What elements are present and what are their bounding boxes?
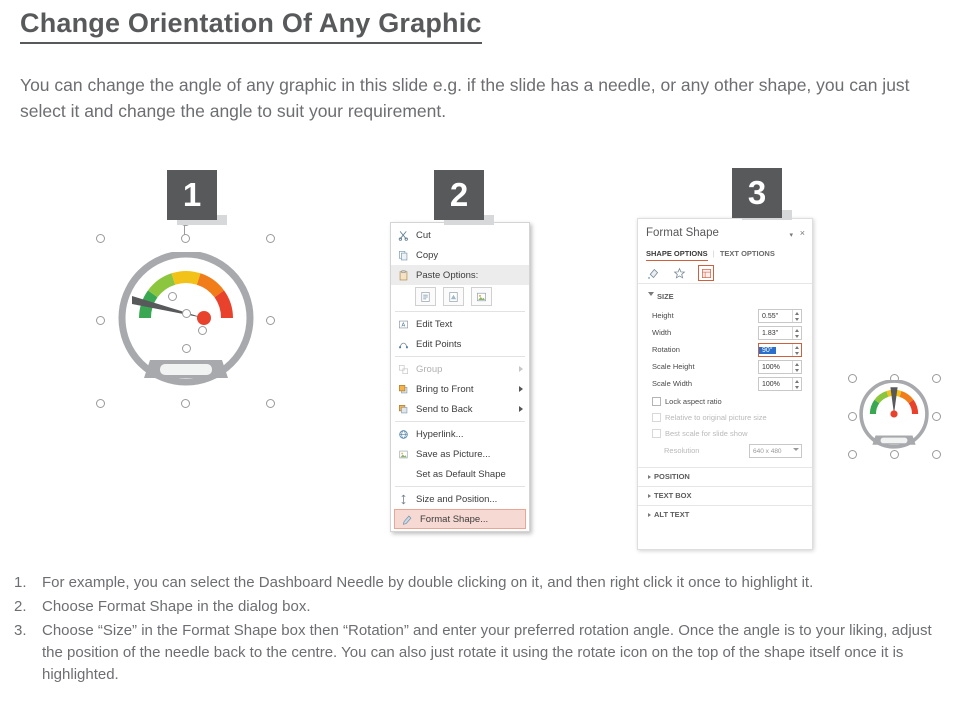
pane-title: Format Shape (646, 227, 719, 239)
needle-handle-2[interactable] (182, 309, 191, 318)
field-label: Height (652, 311, 674, 320)
resolution-select[interactable] (749, 444, 802, 458)
field-width[interactable] (652, 326, 802, 339)
menu-item-send-to-back[interactable] (391, 399, 529, 419)
resize-handle-mr[interactable] (932, 412, 941, 421)
field-value: 1.83" (762, 329, 779, 337)
chevron-right-icon (519, 406, 523, 412)
gauge-graphic-step1[interactable] (116, 252, 256, 397)
pane-options-dropdown[interactable]: ▾ (789, 232, 793, 239)
list-item (14, 620, 944, 686)
field-label: Width (652, 328, 672, 337)
resize-handle-bl[interactable] (96, 399, 105, 408)
group-label: SIZE (657, 292, 674, 301)
height-stepper[interactable] (758, 309, 802, 323)
gauge-svg-small (856, 380, 932, 452)
group-header-size[interactable] (648, 292, 674, 301)
list-number: 1. (14, 574, 27, 591)
resize-handle-tc[interactable] (181, 234, 190, 243)
chevron-right-icon (519, 386, 523, 392)
menu-separator (395, 356, 525, 357)
resize-handle-tr[interactable] (932, 374, 941, 383)
svg-text:A: A (400, 322, 405, 329)
needle-handle-1[interactable] (168, 292, 177, 301)
menu-item-paste-options[interactable] (391, 265, 529, 285)
no-icon (395, 467, 411, 481)
resize-handle-br[interactable] (266, 399, 275, 408)
tab-shape-options[interactable]: SHAPE OPTIONS (646, 249, 708, 261)
list-text: Choose “Size” in the Format Shape box then “Rotation” and enter your preferred rotation angle. Once the angle is to your liking, adjust the position of the needle back to the centre. You can also just rotate it using the rotate icon on the top of the shape itself once it is highlighted. (42, 622, 932, 683)
list-text: Choose Format Shape in the dialog box. (42, 598, 311, 615)
menu-label: Bring to Front (416, 383, 474, 395)
pane-divider (638, 467, 812, 468)
stepper-buttons[interactable] (792, 344, 801, 356)
resize-handle-tl[interactable] (96, 234, 105, 243)
step-badge-2: 2 (434, 170, 484, 220)
paste-keep-formatting-icon[interactable] (415, 287, 436, 306)
menu-item-set-default-shape[interactable] (391, 464, 529, 484)
chevron-right-icon (648, 513, 651, 517)
list-text: For example, you can select the Dashboard Needle by double clicking on it, and then right click it once to highlight it. (42, 574, 814, 591)
pane-divider (638, 283, 812, 284)
checkbox-icon (652, 429, 661, 438)
scale-height-stepper[interactable] (758, 360, 802, 374)
stepper-buttons[interactable] (792, 310, 801, 322)
stepper-buttons[interactable] (792, 361, 801, 373)
close-icon[interactable]: × (799, 228, 805, 238)
menu-item-format-shape[interactable] (394, 509, 526, 529)
format-shape-pane[interactable] (637, 218, 813, 550)
select-value: 640 x 480 (753, 447, 782, 455)
step-badge-1: 1 (167, 170, 217, 220)
resize-handle-tr[interactable] (266, 234, 275, 243)
paste-destination-theme-icon[interactable] (443, 287, 464, 306)
size-position-icon (395, 492, 411, 506)
checkbox-best-scale-slideshow (652, 429, 748, 438)
checkbox-relative-original-size (652, 413, 767, 422)
field-label: Scale Height (652, 362, 695, 371)
tab-divider: | (712, 249, 715, 258)
field-scale-width[interactable] (652, 377, 802, 390)
context-menu[interactable] (390, 222, 530, 532)
pane-divider (638, 505, 812, 506)
menu-item-cut[interactable] (391, 225, 529, 245)
menu-label: Send to Back (416, 403, 473, 415)
menu-separator (395, 311, 525, 312)
format-shape-icon (399, 512, 415, 526)
field-resolution (664, 446, 699, 455)
menu-label: Cut (416, 229, 431, 241)
fill-line-icon[interactable] (646, 266, 660, 280)
pane-tabs[interactable] (646, 249, 775, 258)
menu-label: Format Shape... (420, 513, 489, 525)
send-back-icon (395, 402, 411, 416)
checkbox-label: Lock aspect ratio (665, 397, 722, 406)
menu-item-group (391, 359, 529, 379)
resize-handle-br[interactable] (932, 450, 941, 459)
group-icon (395, 362, 411, 376)
needle-handle-4[interactable] (182, 344, 191, 353)
menu-label: Set as Default Shape (416, 468, 506, 480)
list-item (14, 596, 944, 618)
stepper-buttons[interactable] (792, 378, 801, 390)
effects-icon[interactable] (672, 266, 686, 280)
steps-list (14, 572, 944, 688)
group-header-text-box[interactable] (648, 491, 692, 500)
field-height[interactable] (652, 309, 802, 322)
menu-item-edit-text[interactable] (391, 314, 529, 334)
menu-label: Copy (416, 249, 439, 261)
menu-item-size-and-position[interactable] (391, 489, 529, 509)
field-label: Resolution (664, 446, 700, 455)
resize-handle-bc[interactable] (181, 399, 190, 408)
gauge-graphic-step3[interactable] (856, 380, 932, 457)
chevron-down-icon (648, 292, 654, 298)
edit-text-icon (395, 317, 411, 331)
scale-width-stepper[interactable] (758, 377, 802, 391)
clipboard-icon (395, 268, 411, 282)
resize-handle-ml[interactable] (96, 316, 105, 325)
paste-options-row[interactable] (391, 285, 529, 309)
resize-handle-mr[interactable] (266, 316, 275, 325)
group-header-position[interactable] (648, 472, 690, 481)
field-scale-height[interactable] (652, 360, 802, 373)
pane-divider (638, 486, 812, 487)
field-value: 90° (759, 347, 776, 354)
menu-label: Hyperlink... (416, 428, 464, 440)
field-label: Rotation (652, 345, 680, 354)
page-subtitle: You can change the angle of any graphic in this slide e.g. if the slide has a needle, or any other shape, you can just select it and change the angle to suit your requirement. (20, 75, 910, 121)
group-label: TEXT BOX (654, 491, 692, 500)
menu-label: Save as Picture... (416, 448, 491, 460)
group-label: POSITION (654, 472, 690, 481)
chevron-right-icon (648, 475, 651, 479)
tab-text-options[interactable]: TEXT OPTIONS (719, 249, 775, 258)
bring-front-icon (395, 382, 411, 396)
size-properties-icon[interactable] (698, 265, 714, 281)
menu-separator (395, 486, 525, 487)
menu-label: Size and Position... (416, 493, 498, 505)
paste-picture-icon[interactable] (471, 287, 492, 306)
scissors-icon (395, 228, 411, 242)
checkbox-icon[interactable] (652, 397, 661, 406)
menu-item-hyperlink[interactable] (391, 424, 529, 444)
menu-separator (395, 421, 525, 422)
field-rotation[interactable] (652, 343, 802, 356)
field-value: 100% (762, 363, 780, 371)
field-value: 0.55" (762, 312, 779, 320)
field-value: 100% (762, 380, 780, 388)
group-label: ALT TEXT (654, 510, 690, 519)
width-stepper[interactable] (758, 326, 802, 340)
field-label: Scale Width (652, 379, 693, 388)
page-title: Change Orientation Of Any Graphic (20, 8, 482, 44)
menu-item-save-as-picture[interactable] (391, 444, 529, 464)
rotation-stepper[interactable] (758, 343, 802, 357)
hyperlink-icon (395, 427, 411, 441)
gauge-svg (116, 252, 256, 392)
stepper-buttons[interactable] (792, 327, 801, 339)
copy-icon (395, 248, 411, 262)
menu-item-copy[interactable] (391, 245, 529, 265)
menu-item-bring-to-front[interactable] (391, 379, 529, 399)
list-number: 3. (14, 622, 27, 639)
chevron-right-icon (519, 366, 523, 372)
checkbox-icon (652, 413, 661, 422)
chevron-down-icon (793, 448, 799, 451)
checkbox-label: Relative to original picture size (665, 413, 767, 422)
menu-label: Group (416, 363, 443, 375)
list-item (14, 572, 944, 594)
menu-item-edit-points[interactable] (391, 334, 529, 354)
menu-label: Edit Text (416, 318, 453, 330)
edit-points-icon (395, 337, 411, 351)
save-picture-icon (395, 447, 411, 461)
list-number: 2. (14, 598, 27, 615)
needle-handle-3[interactable] (198, 326, 207, 335)
checkbox-label: Best scale for slide show (665, 429, 748, 438)
checkbox-lock-aspect-ratio[interactable] (652, 397, 722, 406)
menu-label: Edit Points (416, 338, 462, 350)
chevron-right-icon (648, 494, 651, 498)
step-badge-3: 3 (732, 168, 782, 218)
group-header-alt-text[interactable] (648, 510, 689, 519)
pane-icon-tabs[interactable] (646, 265, 714, 281)
menu-label: Paste Options: (416, 269, 479, 281)
